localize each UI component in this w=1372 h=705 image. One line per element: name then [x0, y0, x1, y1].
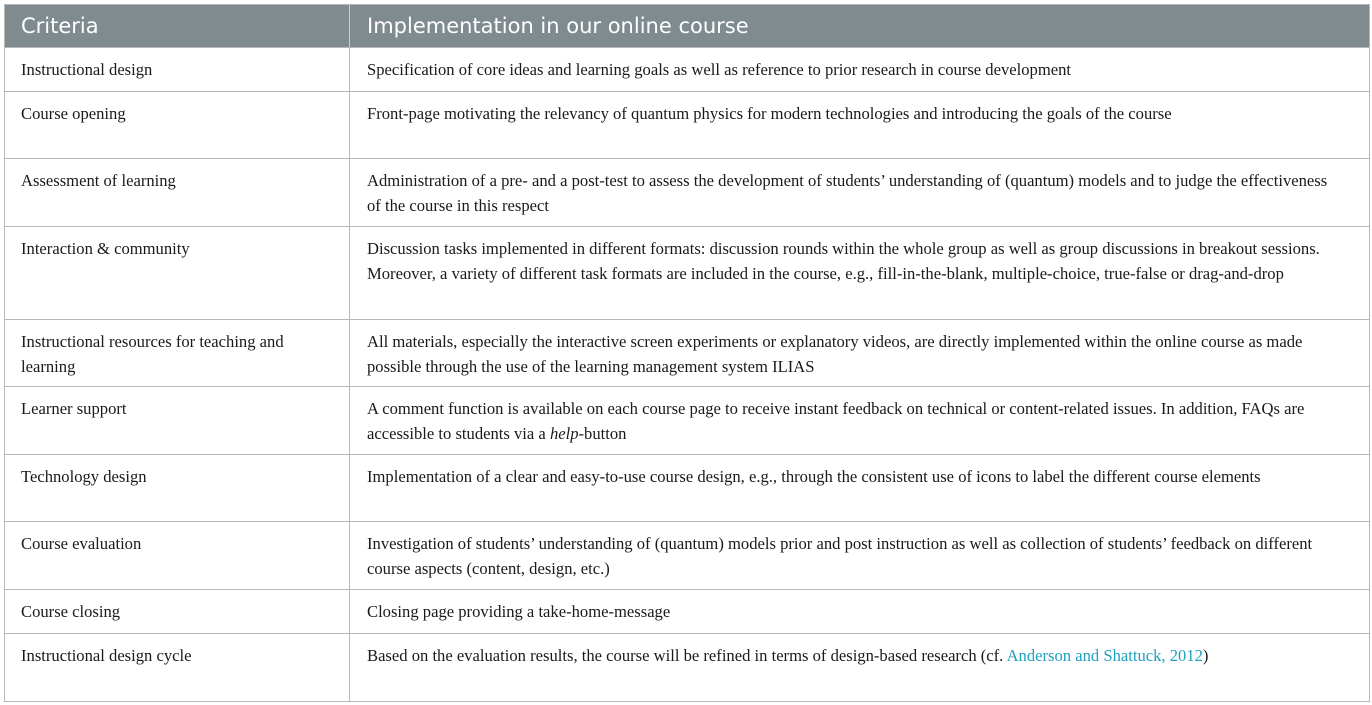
implementation-cell: Discussion tasks implemented in different formats: discussion rounds within the whole group as well as group discussions in breakout sessions. Moreover, a variety of different task formats are included in the course, e.g., fill-in-the-blank, multiple-choice, true-false or drag-and-drop — [367, 239, 1320, 283]
table-row — [5, 47, 1369, 91]
implementation-cell: Front-page motivating the relevancy of quantum physics for modern technologies and introducing the goals of the course — [367, 104, 1172, 123]
criteria-cell: Course closing — [5, 590, 350, 633]
criteria-cell: Technology design — [5, 455, 350, 521]
citation-link[interactable]: Anderson and Shattuck, 2012 — [1006, 646, 1203, 665]
table-row — [5, 633, 1369, 701]
table-header — [5, 5, 1369, 47]
implementation-cell: Specification of core ideas and learning goals as well as reference to prior research in course development — [367, 60, 1072, 79]
implementation-text-end: ) — [1202, 646, 1209, 665]
implementation-cell: Closing page providing a take-home-message — [367, 602, 671, 621]
criteria-cell: Interaction & community — [5, 227, 350, 319]
implementation-text: Based on the evaluation results, the course will be refined in terms of design-based research (cf. — [367, 646, 1007, 665]
implementation-cell — [350, 387, 1369, 454]
table-row — [5, 158, 1369, 226]
table-row — [5, 454, 1369, 521]
criteria-cell: Course evaluation — [5, 522, 350, 589]
header-implementation: Implementation in our online course — [367, 14, 749, 38]
table-row — [5, 521, 1369, 589]
criteria-cell: Course opening — [5, 92, 350, 158]
implementation-text: A comment function is available on each course page to receive instant feedback on technical or content-related issues. In addition, FAQs are accessible to students via a — [367, 399, 1305, 443]
criteria-cell: Assessment of learning — [5, 159, 350, 226]
criteria-cell: Instructional design cycle — [5, 634, 350, 701]
help-emphasis: help — [549, 424, 579, 443]
implementation-cell — [350, 634, 1369, 701]
implementation-text-end: -button — [578, 424, 627, 443]
implementation-cell: Investigation of students’ understanding of (quantum) models prior and post instruction as well as collection of students’ feedback on different course aspects (content, design, etc.) — [367, 534, 1313, 578]
table-row — [5, 386, 1369, 454]
table-row — [5, 91, 1369, 158]
header-criteria: Criteria — [5, 5, 350, 47]
criteria-cell: Instructional design — [5, 48, 350, 91]
table-row — [5, 319, 1369, 386]
criteria-cell: Learner support — [5, 387, 350, 454]
table-row — [5, 226, 1369, 319]
implementation-cell: All materials, especially the interactive screen experiments or explanatory videos, are directly implemented within the online course as made possible through the use of the learning management system ILIAS — [367, 332, 1303, 376]
table-row — [5, 589, 1369, 633]
implementation-cell: Administration of a pre- and a post-test to assess the development of students’ understanding of (quantum) models and to judge the effectiveness of the course in this respect — [367, 171, 1328, 215]
criteria-table — [4, 4, 1370, 702]
criteria-cell: Instructional resources for teaching and learning — [5, 320, 350, 386]
implementation-cell: Implementation of a clear and easy-to-use course design, e.g., through the consistent use of icons to label the different course elements — [367, 467, 1261, 486]
